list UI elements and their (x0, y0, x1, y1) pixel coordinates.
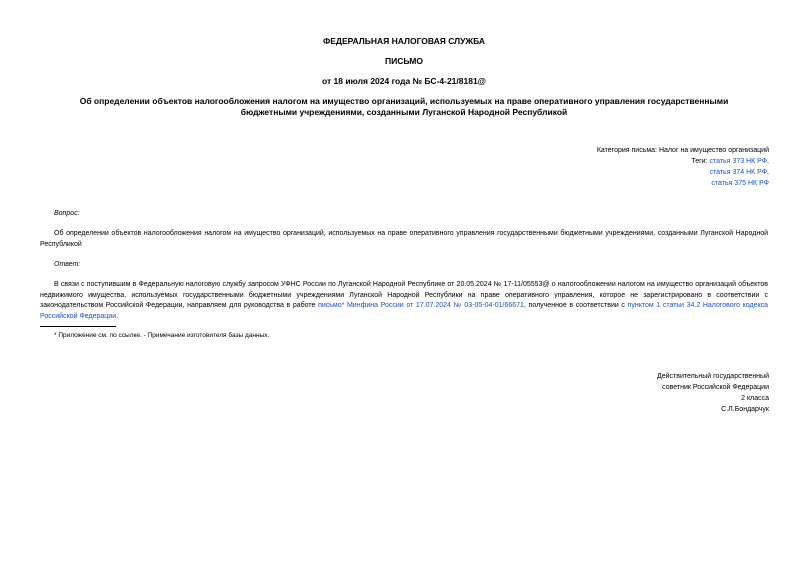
doc-subject-line-2: бюджетными учреждениями, созданными Луганской Народной Республикой (240, 107, 568, 117)
answer-text (40, 280, 768, 322)
answer-text-part-1: В связи с поступившим в Федеральную налоговую службу запросом УФНС России по Луганской Народной Республике от 20.05.2024 № 17-11/05553@ о налогообложении налогом на имущество организаций объектов недвижимого имущества, используемых государственными бюджетными учреждениями Луганской Народной Республики на праве оперативного управления, которое не зарегистрировано в соответствии с законодательством Российской Федерации, направляем для руководства в работе (40, 281, 768, 309)
doc-date-number: от 18 июля 2024 года № БС-4-21/8181@ (322, 76, 486, 86)
agency-title: ФЕДЕРАЛЬНАЯ НАЛОГОВАЯ СЛУЖБА (322, 36, 486, 46)
footnote-divider (40, 326, 116, 327)
question-text: Об определении объектов налогообложения налогом на имущество организаций, используемых на праве оперативного управления государственными бюджетными учреждениями, созданными Луганской Народной Республикой (40, 230, 768, 248)
doc-type-title: ПИСЬМО (385, 56, 423, 66)
footnote-text: * Приложение см. по ссылке. - Примечание изготовителя базы данных. (54, 332, 270, 339)
doc-subject (40, 96, 768, 118)
doc-meta (597, 145, 769, 189)
letter-link[interactable]: письмо* Минфина России от 17.07.2024 № 03-05-04-01/66671 (318, 302, 524, 309)
signature-name: С.Л.Бондарчук (721, 406, 769, 413)
answer-label: Ответ: (54, 261, 81, 268)
topic-link-375[interactable]: статья 375 НК РФ (711, 180, 769, 187)
answer-text-part-2: , полученное в соответствии с (523, 302, 628, 309)
doc-subject-line-1: Об определении объектов налогообложения налогом на имущество организаций, используемых на праве оперативного управления государственными (79, 96, 729, 106)
answer-text-part-3: . (116, 312, 119, 320)
tax-code-link[interactable]: пунктом 1 статьи 34.2 Налогового кодекса Российской Федерации (40, 302, 768, 320)
signature-line-1: Действительный государственный (657, 373, 769, 380)
signature-line-2: советник Российской Федерации (662, 384, 769, 391)
topic-link-373[interactable]: статья 373 НК РФ, (709, 158, 769, 165)
topics-row (597, 156, 769, 167)
topic-link-374[interactable]: статья 374 НК РФ, (709, 169, 769, 176)
topics-label: Теги: (691, 158, 708, 165)
signature-block (657, 371, 769, 415)
signature-line-3: 2 класса (741, 395, 769, 402)
category-label: Категория письма: Налог на имущество организаций (596, 147, 769, 154)
question-label: Вопрос: (54, 210, 80, 217)
